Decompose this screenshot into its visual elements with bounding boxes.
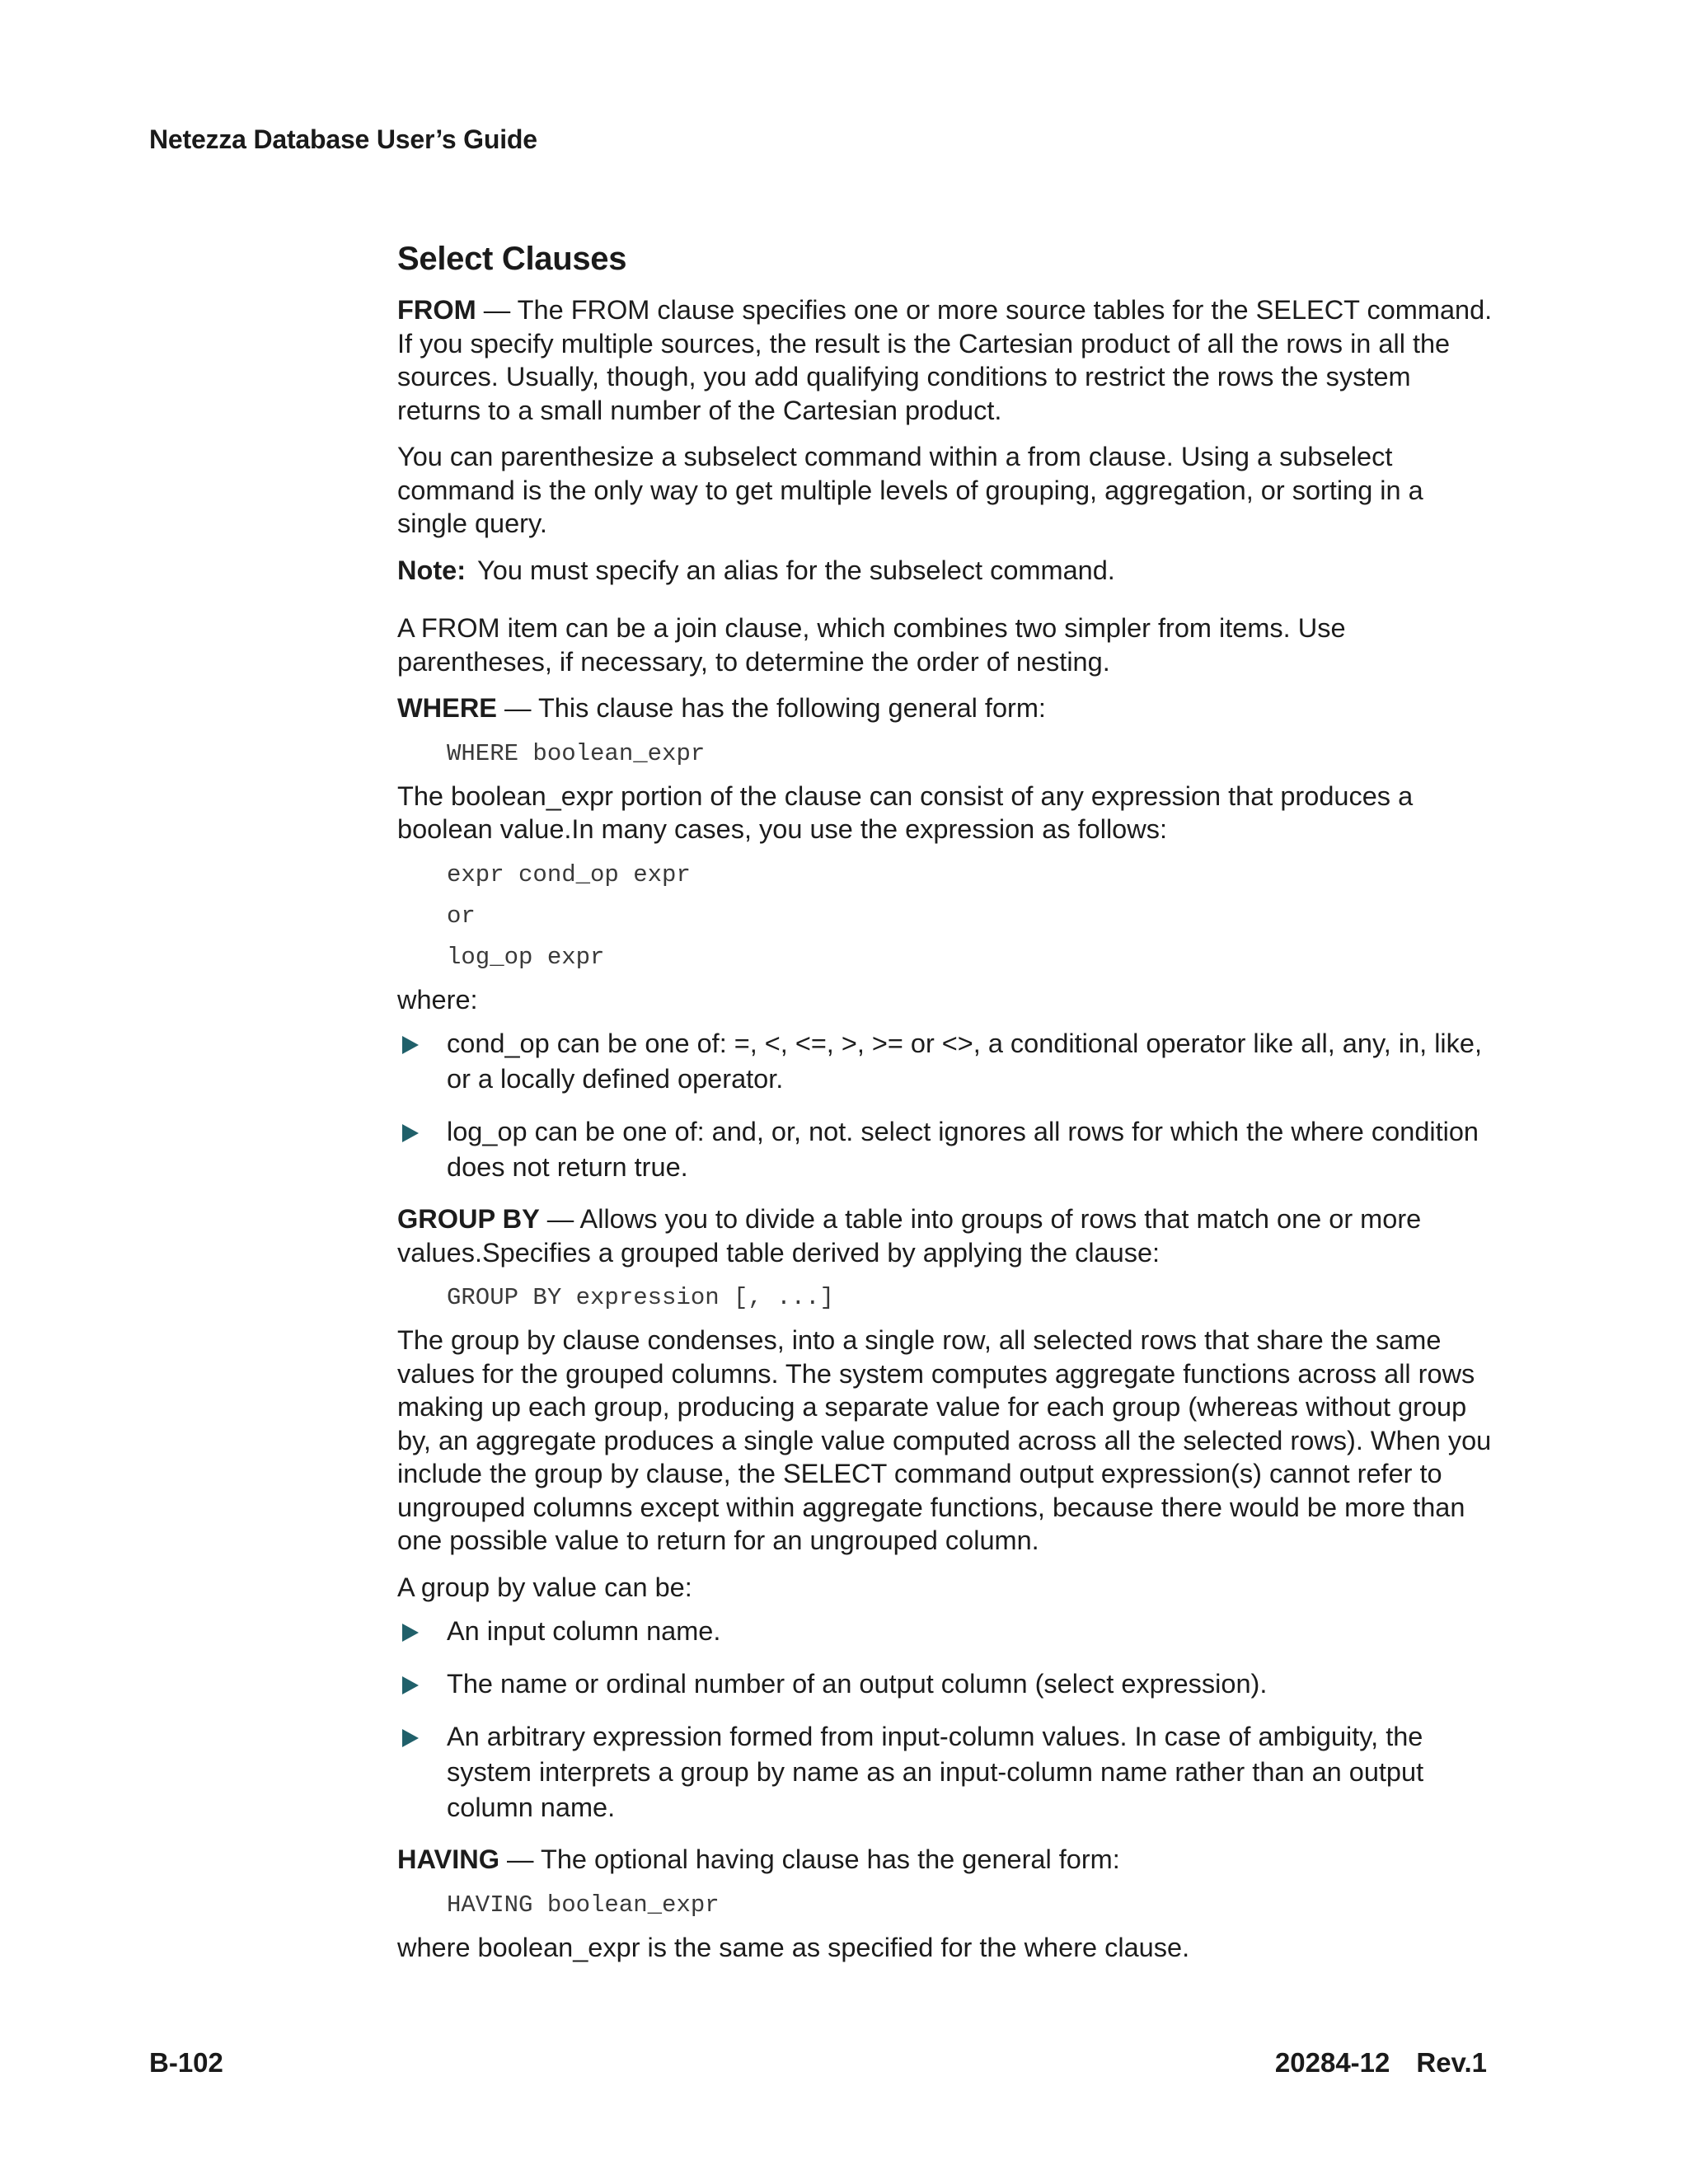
from-paragraph bbox=[397, 293, 1493, 427]
where-label: where: bbox=[397, 984, 478, 1015]
running-header: Netezza Database User’s Guide bbox=[149, 124, 537, 154]
bullet-text: An input column name. bbox=[447, 1616, 721, 1646]
where-bullet-list bbox=[397, 1026, 1493, 1185]
groupby-code: GROUP BY expression [, ...] bbox=[447, 1284, 834, 1311]
having-description: where boolean_expr is the same as specified for the where clause. bbox=[397, 1932, 1190, 1962]
where-keyword: WHERE bbox=[397, 693, 497, 723]
having-text: — The optional having clause has the general form: bbox=[499, 1844, 1120, 1874]
bullet-text: cond_op can be one of: =, <, <=, >, >= or <>, a conditional operator like all, any, in, like, or a locally defined operator. bbox=[447, 1029, 1482, 1094]
having-paragraph bbox=[397, 1843, 1493, 1877]
groupby-paragraph bbox=[397, 1202, 1493, 1269]
note-text: You must specify an alias for the subselect command. bbox=[477, 555, 1115, 585]
groupby-text: — Allows you to divide a table into groups of rows that match one or more values.Specifies a grouped table derived by applying the clause: bbox=[397, 1204, 1422, 1268]
groupby-description: The group by clause condenses, into a single row, all selected rows that share the same values for the grouped columns. The system computes aggregate functions across all rows making up each group, producing a separate value for each group (whereas without group by, an aggregate produces a single value computed across all the selected rows). When you include the group by clause, the SELECT command output expression(s) cannot refer to ungrouped columns except within aggregate functions, because there would be more than one possible value to return for an ungrouped column. bbox=[397, 1325, 1492, 1555]
bullet-arrow-icon bbox=[402, 1036, 419, 1054]
groupby-keyword: GROUP BY bbox=[397, 1204, 540, 1234]
bullet-text: The name or ordinal number of an output column (select expression). bbox=[447, 1669, 1268, 1699]
having-code: HAVING boolean_expr bbox=[447, 1891, 720, 1919]
bullet-arrow-icon bbox=[402, 1624, 419, 1642]
subselect-paragraph: You can parenthesize a subselect command within a from clause. Using a subselect command is the only way to get multiple levels of grouping, aggregation, or sorting in a single query. bbox=[397, 442, 1423, 538]
note-label: Note: bbox=[397, 555, 467, 585]
from-keyword: FROM bbox=[397, 295, 476, 325]
list-item bbox=[397, 1666, 1493, 1702]
bullet-arrow-icon bbox=[402, 1124, 419, 1142]
join-paragraph: A FROM item can be a join clause, which combines two simpler from items. Use parentheses, if necessary, to determine the order of nesting. bbox=[397, 613, 1346, 677]
where-code: WHERE boolean_expr bbox=[447, 739, 706, 767]
where-text: — This clause has the following general form: bbox=[496, 693, 1046, 723]
list-item bbox=[397, 1026, 1493, 1097]
from-text: — The FROM clause specifies one or more source tables for the SELECT command. If you specify multiple sources, the result is the Cartesian product of all the rows in all the sources. Usually, though, you add qualifying conditions to restrict the rows the system returns to a small number of the Cartesian product. bbox=[397, 295, 1493, 425]
revision: Rev.1 bbox=[1416, 2047, 1487, 2078]
groupby-bullet-list bbox=[397, 1614, 1493, 1825]
list-item bbox=[397, 1114, 1493, 1185]
log-op-code-line: log_op expr bbox=[447, 943, 605, 971]
page-number: B-102 bbox=[149, 2047, 223, 2078]
document-id bbox=[1275, 2047, 1487, 2079]
groupby-value-intro: A group by value can be: bbox=[397, 1572, 692, 1602]
having-keyword: HAVING bbox=[397, 1844, 499, 1874]
note bbox=[397, 554, 1493, 588]
list-item bbox=[397, 1719, 1493, 1825]
or-code-line: or bbox=[447, 902, 476, 930]
doc-number: 20284-12 bbox=[1274, 2047, 1390, 2078]
expr-code-line: expr cond_op expr bbox=[447, 860, 691, 888]
bullet-text: log_op can be one of: and, or, not. select ignores all rows for which the where condition does not return true. bbox=[447, 1117, 1479, 1182]
bullet-text: An arbitrary expression formed from input-column values. In case of ambiguity, the system interprets a group by name as an input-column name rather than an output column name. bbox=[447, 1722, 1424, 1822]
list-item bbox=[397, 1614, 1493, 1649]
boolean-expr-paragraph: The boolean_expr portion of the clause can consist of any expression that produces a boolean value.In many cases, you use the expression as follows: bbox=[397, 780, 1414, 844]
page-content bbox=[397, 237, 1493, 1977]
bullet-arrow-icon bbox=[402, 1676, 419, 1694]
where-paragraph bbox=[397, 691, 1493, 725]
section-title: Select Clauses bbox=[397, 241, 627, 277]
bullet-arrow-icon bbox=[402, 1729, 419, 1747]
